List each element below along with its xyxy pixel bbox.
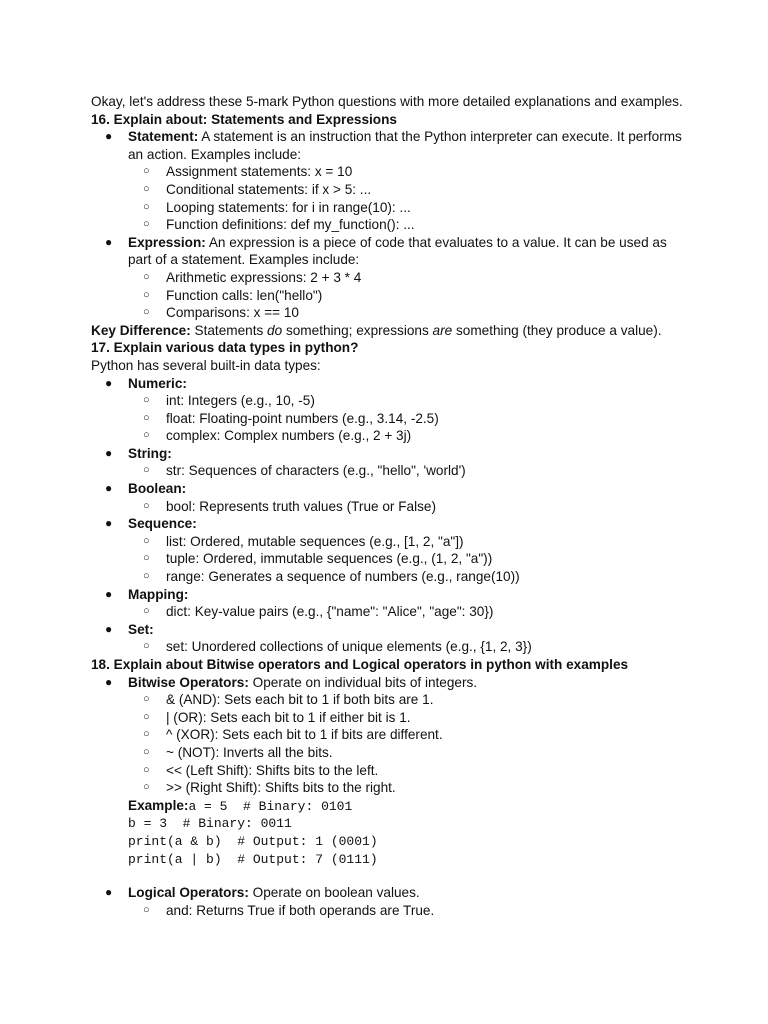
circle-bullet-icon: ○ (143, 429, 150, 442)
list-item: ○ Looping statements: for i in range(10): ... (143, 199, 411, 215)
circle-bullet-icon: ○ (143, 165, 150, 178)
circle-bullet-icon: ○ (143, 728, 150, 741)
q17-heading: 17. Explain various data types in python? (91, 340, 359, 356)
q18-heading: 18. Explain about Bitwise operators and Logical operators in python with examples (91, 657, 629, 672)
expression-text: An expression is a piece of code that evaluates to a value. It can be used as part of a statement. Examples include: (128, 234, 667, 268)
circle-bullet-icon: ○ (143, 218, 150, 231)
list-item: ○ >> (Right Shift): Shifts bits to the right. (143, 780, 396, 796)
logical-bullet: ● Logical Operators: Operate on boolean values. (105, 885, 420, 901)
circle-bullet-icon: ○ (143, 763, 150, 776)
bullet-icon: ● (105, 885, 113, 900)
sequence-bullet: ● Sequence: (105, 516, 197, 532)
expression-bullet (91, 234, 691, 269)
list-item: ○ and: Returns True if both operands are True. (143, 902, 435, 918)
bullet-icon: ● (105, 586, 113, 601)
boolean-bullet: ● Boolean: (105, 481, 187, 497)
list-item: ○ set: Unordered collections of unique elements (e.g., {1, 2, 3}) (143, 639, 532, 655)
circle-bullet-icon: ○ (143, 534, 150, 547)
circle-bullet-icon: ○ (143, 710, 150, 723)
statement-text: A statement is an instruction that the Python interpreter can execute. It performs an action. Examples include: (128, 129, 682, 162)
list-item: ○ Comparisons: x == 10 (143, 305, 299, 321)
list-item: ○ dict: Key-value pairs (e.g., {"name": "Alice", "age": 30}) (143, 604, 494, 620)
list-item: ○ << (Left Shift): Shifts bits to the left. (143, 762, 379, 778)
statement-bullet (91, 128, 691, 163)
code-line: Example:a = 5 # Binary: 0101 (128, 797, 353, 814)
code-line: b = 3 # Binary: 0011 (128, 816, 292, 832)
q17-intro: Python has several built-in data types: (91, 357, 321, 373)
code-line: print(a & b) # Output: 1 (0001) (128, 833, 378, 849)
bullet-icon: ● (105, 621, 113, 636)
circle-bullet-icon: ○ (143, 781, 150, 794)
list-item: ○ & (AND): Sets each bit to 1 if both bits are 1. (143, 692, 434, 708)
circle-bullet-icon: ○ (143, 200, 150, 213)
list-item: ○ bool: Represents truth values (True or False) (143, 498, 436, 514)
circle-bullet-icon: ○ (143, 270, 150, 283)
list-item: ○ Arithmetic expressions: 2 + 3 * 4 (143, 269, 362, 285)
circle-bullet-icon: ○ (143, 411, 150, 424)
q16-heading: 16. Explain about: Statements and Expressions (91, 111, 397, 127)
list-item: ○ Function definitions: def my_function(): ... (143, 217, 415, 233)
bullet-icon: ● (105, 445, 113, 460)
circle-bullet-icon: ○ (143, 552, 150, 565)
example-label: Example: (128, 797, 189, 813)
document-page (91, 93, 691, 919)
code-line: print(a | b) # Output: 7 (0111) (128, 851, 378, 867)
circle-bullet-icon: ○ (143, 903, 150, 916)
key-difference: Key Difference: Statements do something; expressions are something (they produce a value). (91, 322, 662, 338)
circle-bullet-icon: ○ (143, 394, 150, 407)
circle-bullet-icon: ○ (143, 464, 150, 477)
list-item: ○ ~ (NOT): Inverts all the bits. (143, 744, 333, 760)
list-item: ○ tuple: Ordered, immutable sequences (e.g., (1, 2, "a")) (143, 551, 493, 567)
bullet-icon: ● (105, 674, 113, 689)
bullet-icon: ● (105, 516, 113, 531)
list-item: ○ Conditional statements: if x > 5: ... (143, 181, 372, 197)
circle-bullet-icon: ○ (143, 288, 150, 301)
list-item: ○ int: Integers (e.g., 10, -5) (143, 393, 315, 409)
set-bullet: ● Set: (105, 621, 154, 637)
list-item: ○ range: Generates a sequence of numbers (e.g., range(10)) (143, 569, 520, 585)
circle-bullet-icon: ○ (143, 182, 150, 195)
list-item: ○ Function calls: len("hello") (143, 287, 323, 303)
circle-bullet-icon: ○ (143, 499, 150, 512)
expression-label: Expression: (128, 234, 206, 250)
circle-bullet-icon: ○ (143, 306, 150, 319)
numeric-bullet: ● Numeric: (105, 375, 187, 391)
list-item: ○ float: Floating-point numbers (e.g., 3.14, -2.5) (143, 410, 439, 426)
circle-bullet-icon: ○ (143, 693, 150, 706)
circle-bullet-icon: ○ (143, 570, 150, 583)
circle-bullet-icon: ○ (143, 605, 150, 618)
string-bullet: ● String: (105, 445, 172, 461)
intro-text: Okay, let's address these 5-mark Python questions with more detailed explanations and examples. (91, 94, 683, 109)
list-item: ○ Assignment statements: x = 10 (143, 164, 353, 180)
circle-bullet-icon: ○ (143, 640, 150, 653)
bullet-icon: ● (105, 129, 113, 144)
list-item: ○ list: Ordered, mutable sequences (e.g., [1, 2, "a"]) (143, 533, 464, 549)
statement-label: Statement: (128, 129, 199, 145)
list-item: ○ | (OR): Sets each bit to 1 if either bit is 1. (143, 709, 411, 725)
list-item: ○ ^ (XOR): Sets each bit to 1 if bits are different. (143, 727, 443, 743)
bullet-icon: ● (105, 481, 113, 496)
mapping-bullet: ● Mapping: (105, 586, 189, 602)
list-item: ○ complex: Complex numbers (e.g., 2 + 3j) (143, 428, 412, 444)
circle-bullet-icon: ○ (143, 745, 150, 758)
bullet-icon: ● (105, 375, 113, 390)
list-item: ○ str: Sequences of characters (e.g., "hello", 'world') (143, 463, 466, 479)
bitwise-bullet: ● Bitwise Operators: Operate on individual bits of integers. (105, 674, 478, 690)
bullet-icon: ● (105, 234, 113, 249)
